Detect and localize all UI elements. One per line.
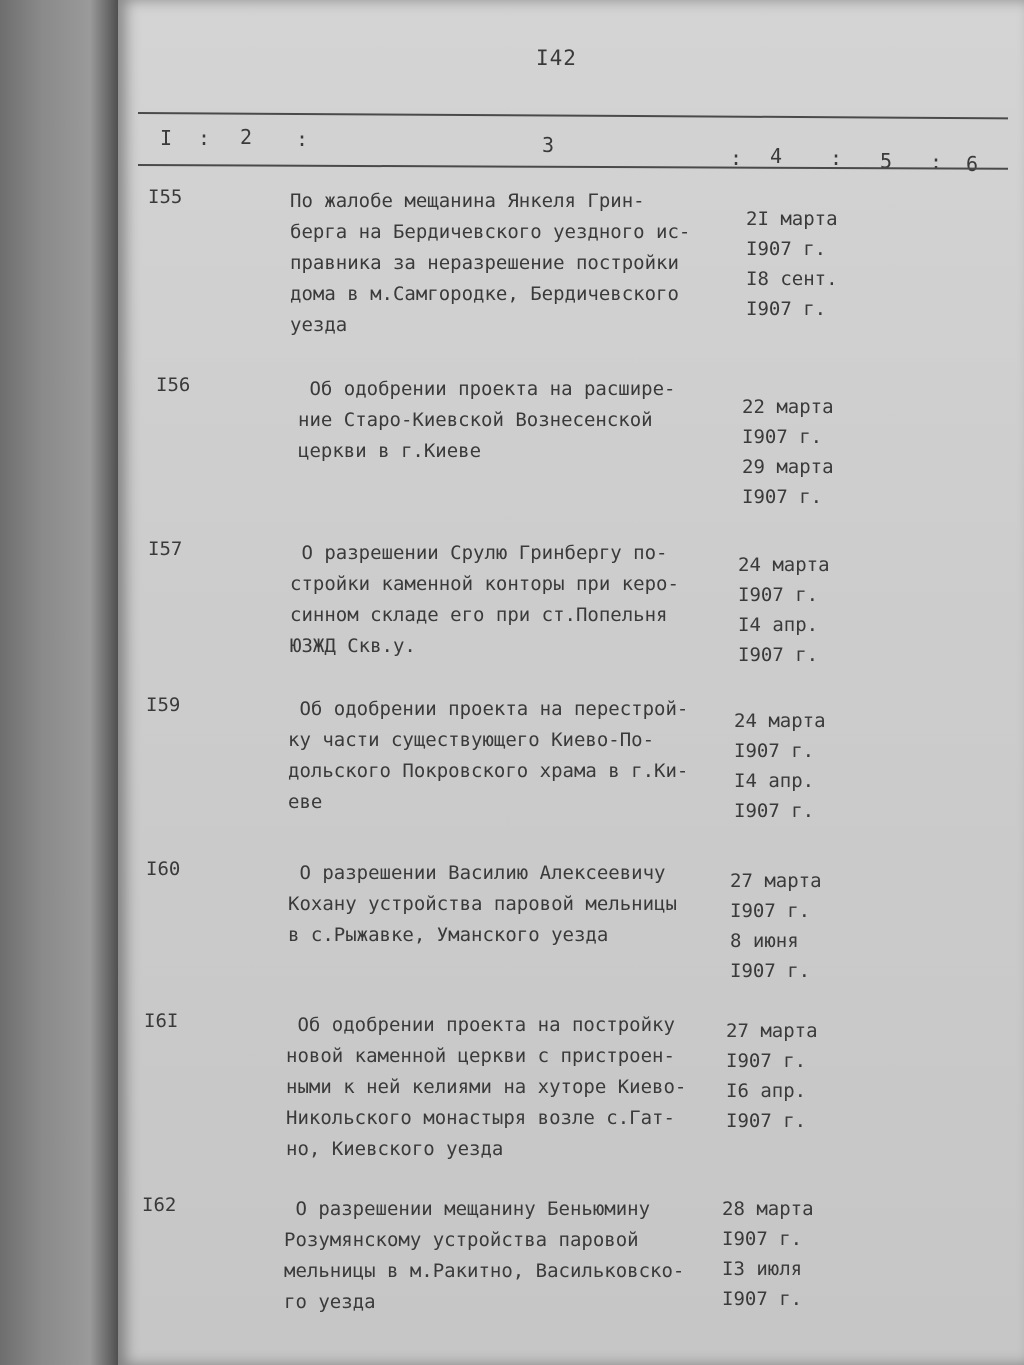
column-header-0: I xyxy=(160,126,173,150)
description-line: Кохану устройства паровой мельницы xyxy=(288,893,677,915)
description-line: О разрешении Василию Алексеевичу xyxy=(288,862,666,884)
entry-number: I60 xyxy=(146,858,181,880)
date-line: 8 июня xyxy=(730,930,799,952)
column-header-1: : xyxy=(198,126,211,150)
description-line: О разрешении мещанину Беньюмину xyxy=(284,1198,651,1220)
entry-number: I6I xyxy=(144,1010,179,1032)
description-line: новой каменной церкви с пристроен- xyxy=(286,1045,675,1067)
column-header-5: : xyxy=(730,146,743,170)
date-line: I907 г. xyxy=(746,238,827,260)
column-header-4: 3 xyxy=(542,133,555,157)
date-line: I907 г. xyxy=(722,1288,803,1310)
description-line: Никольского монастыря возле с.Гат- xyxy=(286,1107,675,1129)
description-line: правника за неразрешение постройки xyxy=(290,252,679,274)
description-line: берга на Бердичевского уездного ис- xyxy=(290,221,691,243)
description-line: дольского Покровского храма в г.Ки- xyxy=(288,760,689,782)
date-line: I907 г. xyxy=(730,900,811,922)
date-line: I8 сент. xyxy=(746,268,838,290)
date-line: I907 г. xyxy=(742,426,823,448)
entry-description xyxy=(286,1010,726,1165)
description-line: в с.Рыжавке, Уманского уезда xyxy=(288,924,609,946)
column-header-9: : xyxy=(930,150,943,174)
description-line: ЮЗЖД Скв.у. xyxy=(290,635,416,657)
description-line: уезда xyxy=(290,314,348,336)
entry-description xyxy=(290,186,730,341)
date-line: I6 апр. xyxy=(726,1080,807,1102)
page-number: I42 xyxy=(536,46,577,70)
entry-number: I57 xyxy=(148,538,183,560)
date-line: 27 марта xyxy=(730,870,822,892)
entry-dates xyxy=(730,866,822,986)
book-gutter xyxy=(0,0,120,1365)
description-line: синном складе его при ст.Попельня xyxy=(290,604,668,626)
description-line: ние Старо-Киевской Вознесенской xyxy=(298,409,653,431)
date-line: I907 г. xyxy=(738,644,819,666)
description-line: мельницы в м.Ракитно, Васильковско- xyxy=(284,1260,685,1282)
entry-description xyxy=(288,694,728,818)
date-line: I907 г. xyxy=(734,800,815,822)
description-line: го уезда xyxy=(284,1291,376,1313)
date-line: 22 марта xyxy=(742,396,834,418)
date-line: 24 марта xyxy=(738,554,830,576)
entry-description xyxy=(290,538,730,662)
description-line: но, Киевского уезда xyxy=(286,1138,504,1160)
date-line: I4 апр. xyxy=(734,770,815,792)
date-line: I907 г. xyxy=(730,960,811,982)
header-rule-top xyxy=(138,112,1008,119)
entry-dates xyxy=(742,392,834,512)
date-line: I907 г. xyxy=(726,1110,807,1132)
column-header-2: 2 xyxy=(240,125,253,149)
entry-dates xyxy=(722,1194,814,1314)
entry-dates xyxy=(726,1016,818,1136)
entry-number: I55 xyxy=(148,186,183,208)
date-line: 24 марта xyxy=(734,710,826,732)
date-line: 27 марта xyxy=(726,1020,818,1042)
column-header-3: : xyxy=(296,127,309,151)
column-header-10: 6 xyxy=(966,152,979,176)
description-line: Об одобрении проекта на расшире- xyxy=(298,378,676,400)
date-line: 2I марта xyxy=(746,208,838,230)
entry-dates xyxy=(738,550,830,670)
description-line: еве xyxy=(288,791,323,813)
entry-number: I56 xyxy=(156,374,191,396)
header-rule-bottom xyxy=(138,164,1008,170)
date-line: I3 июля xyxy=(722,1258,803,1280)
description-line: церкви в г.Киеве xyxy=(298,440,482,462)
description-line: Розумянскому устройства паровой xyxy=(284,1229,639,1251)
description-line: Об одобрении проекта на перестрой- xyxy=(288,698,689,720)
date-line: I907 г. xyxy=(746,298,827,320)
entry-dates xyxy=(746,204,838,324)
column-header-7: : xyxy=(830,146,843,170)
date-line: I4 апр. xyxy=(738,614,819,636)
date-line: I907 г. xyxy=(738,584,819,606)
column-header-8: 5 xyxy=(880,149,893,173)
description-line: дома в м.Самгородке, Бердичевского xyxy=(290,283,679,305)
date-line: I907 г. xyxy=(742,486,823,508)
date-line: 29 марта xyxy=(742,456,834,478)
description-line: стройки каменной конторы при керо- xyxy=(290,573,679,595)
entry-description xyxy=(298,374,738,467)
entry-description xyxy=(288,858,728,951)
description-line: О разрешении Срулю Гринбергу по- xyxy=(290,542,668,564)
entry-description xyxy=(284,1194,724,1318)
description-line: ными к ней келиями на хуторе Киево- xyxy=(286,1076,687,1098)
entry-dates xyxy=(734,706,826,826)
date-line: I907 г. xyxy=(734,740,815,762)
entry-number: I62 xyxy=(142,1194,177,1216)
date-line: I907 г. xyxy=(726,1050,807,1072)
description-line: ку части существующего Киево-По- xyxy=(288,729,655,751)
date-line: I907 г. xyxy=(722,1228,803,1250)
description-line: Об одобрении проекта на постройку xyxy=(286,1014,675,1036)
date-line: 28 марта xyxy=(722,1198,814,1220)
document-page xyxy=(118,0,1024,1365)
entry-number: I59 xyxy=(146,694,181,716)
description-line: По жалобе мещанина Янкеля Грин- xyxy=(290,190,645,212)
column-header-6: 4 xyxy=(770,144,783,168)
